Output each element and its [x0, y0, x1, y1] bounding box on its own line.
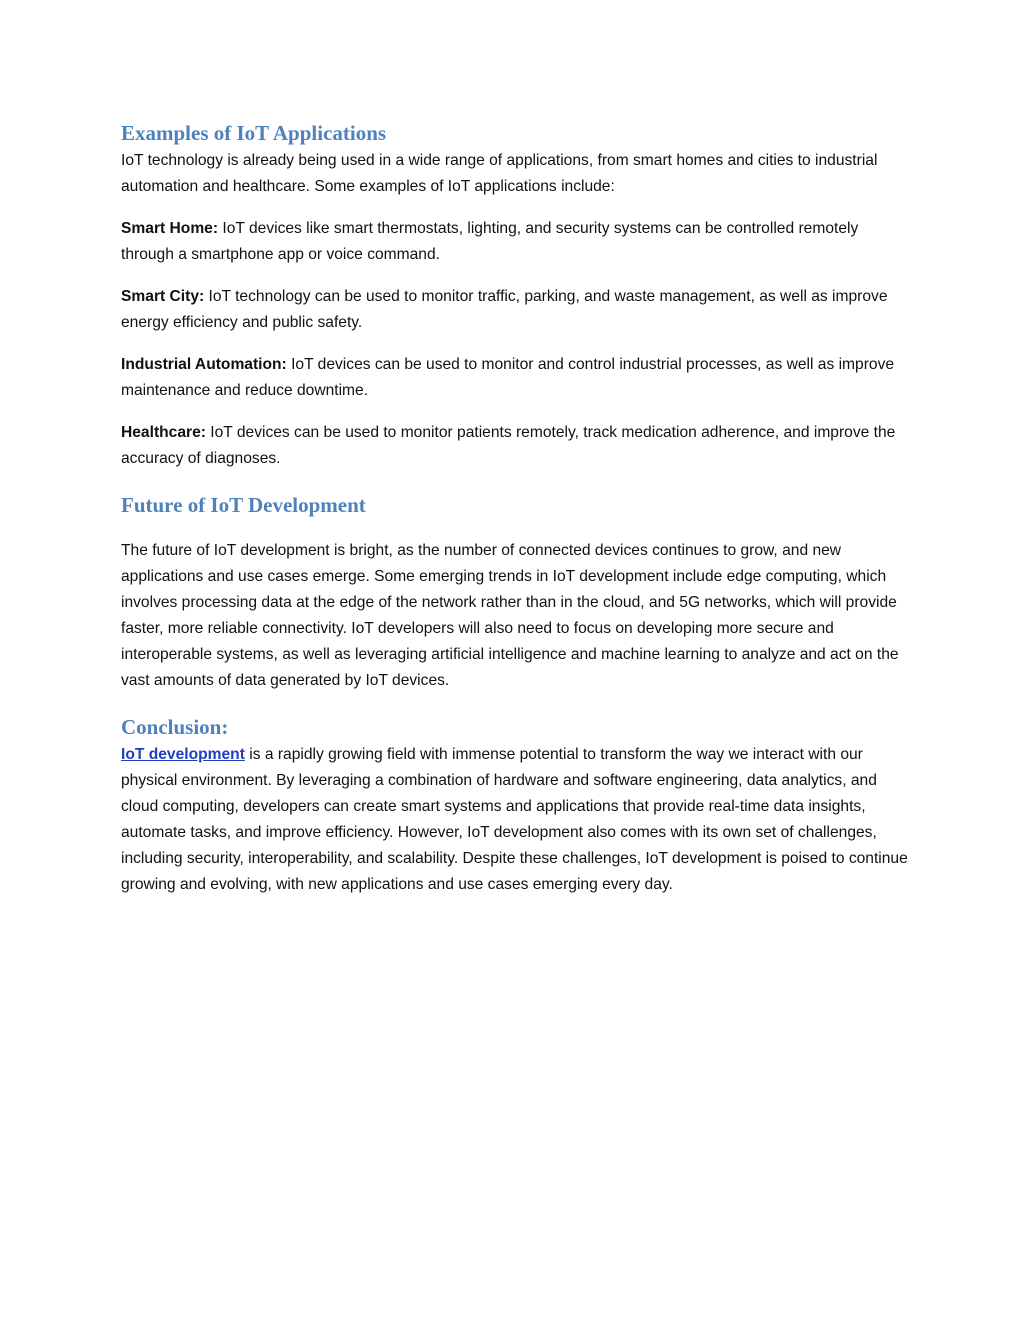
future-body: The future of IoT development is bright, as the number of connected devices continues to grow, and new applications and use cases emerge. Some emerging trends in IoT development include edge computing, which involves processing data at the edge of the network rather than in the cloud, and 5G networks, which will provide faster, more reliable connectivity. IoT developers will also need to focus on developing more secure and interoperable systems, as well as leveraging artificial intelligence and machine learning to analyze and act on the vast amounts of data generated by IoT devices. — [121, 542, 899, 689]
example-item-smart-city — [121, 284, 911, 336]
example-text: IoT devices can be used to monitor and control industrial processes, as well as improve maintenance and reduce downtime. — [121, 356, 895, 399]
example-label: Smart Home: — [121, 220, 219, 237]
conclusion-text: is a rapidly growing field with immense potential to transform the way we interact with our physical environment. By leveraging a combination of hardware and software engineering, data analytics, and cloud computing, developers can create smart systems and applications that provide real-time data insights, automate tasks, and improve efficiency. However, IoT development also comes with its own set of challenges, including security, interoperability, and scalability. Despite these challenges, IoT development is poised to continue growing and evolving, with new applications and use cases emerging every day. — [121, 746, 908, 893]
examples-intro: IoT technology is already being used in a wide range of applications, from smart homes and cities to industrial automation and healthcare. Some examples of IoT applications include: — [121, 152, 878, 195]
future-heading: Future of IoT Development — [121, 493, 366, 517]
example-item-healthcare — [121, 420, 911, 472]
example-label: Healthcare: — [121, 424, 206, 441]
example-label: Smart City: — [121, 288, 205, 305]
example-label: Industrial Automation: — [121, 356, 287, 373]
conclusion-body — [121, 742, 911, 898]
example-text: IoT devices like smart thermostats, lighting, and security systems can be controlled remotely through a smartphone app or voice command. — [121, 220, 859, 263]
iot-development-link[interactable]: IoT development — [121, 746, 245, 763]
example-item-industrial-automation — [121, 352, 911, 404]
example-text: IoT technology can be used to monitor traffic, parking, and waste management, as well as improve energy efficiency and public safety. — [121, 288, 888, 331]
examples-heading: Examples of IoT Applications — [121, 121, 387, 145]
example-item-smart-home — [121, 216, 911, 268]
document-page — [121, 118, 911, 898]
conclusion-heading: Conclusion: — [121, 715, 229, 739]
example-text: IoT devices can be used to monitor patients remotely, track medication adherence, and improve the accuracy of diagnoses. — [121, 424, 896, 467]
